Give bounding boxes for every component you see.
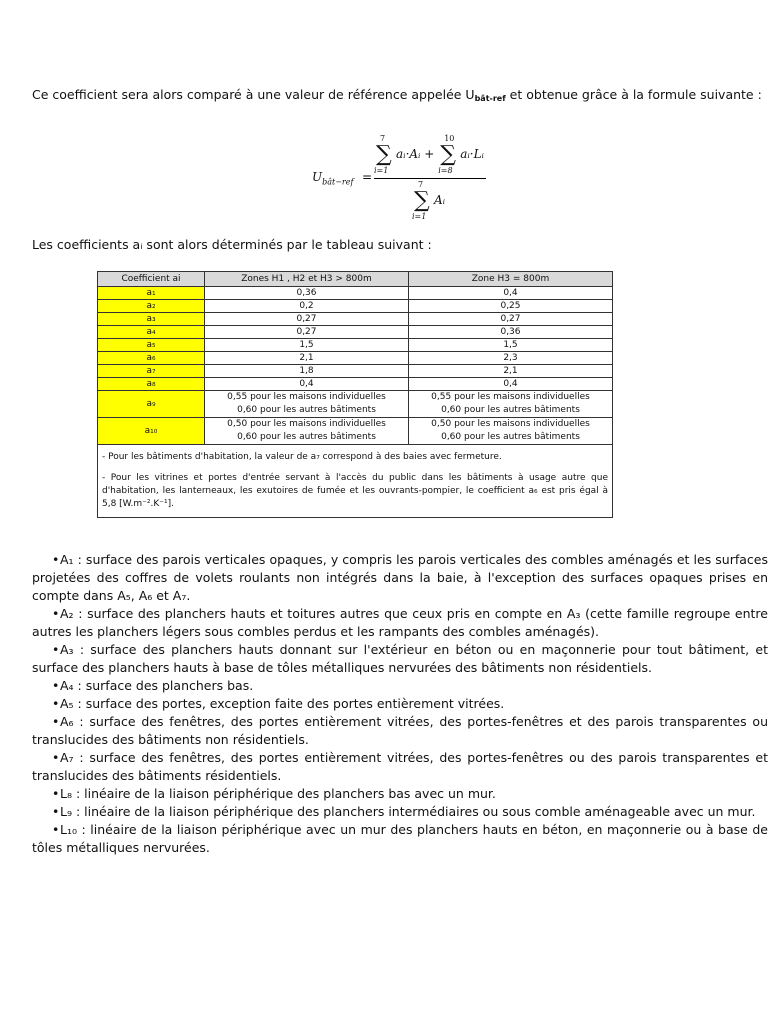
- coef-value-zone2: 2,1: [408, 365, 612, 378]
- bullet-icon: •: [52, 552, 60, 567]
- coef-label: a₄: [98, 326, 205, 339]
- ubat-ref-formula: [312, 134, 502, 220]
- bullet-icon: •: [52, 822, 60, 837]
- list-item: •A₇ : surface des fenêtres, des portes entièrement vitrées, des portes-fenêtres ou des parois transparentes et translucides des bâtiments résidentiels.: [32, 750, 768, 783]
- coef-label: a₇: [98, 365, 205, 378]
- coef-label: a₆: [98, 352, 205, 365]
- list-item: •L₉ : linéaire de la liaison périphérique des planchers intermédiaires ou sous comble aménageable avec un mur.: [32, 803, 768, 821]
- coef-value-zone2: 2,3: [408, 352, 612, 365]
- intro-text: Ce coefficient sera alors comparé à une valeur de référence appelée U: [32, 87, 475, 102]
- header-coefficient: Coefficient ai: [98, 272, 205, 287]
- formula-lhs-sub: bât−ref: [322, 177, 354, 187]
- coefficient-table: [97, 271, 613, 518]
- coef-value-zone1: 1,5: [205, 339, 409, 352]
- formula-term-2: aᵢ·Lᵢ: [460, 147, 484, 161]
- table-row: [98, 287, 613, 300]
- list-item: •A₂ : surface des planchers hauts et toitures autres que ceux pris en compte en A₃ (cette famille regroupe entre autres les planchers légers sous combles perdus et les rampants des combles aménagés).: [32, 606, 768, 639]
- coef-value-zone1: 0,27: [205, 313, 409, 326]
- coef-intro-paragraph: Les coefficients aᵢ sont alors déterminés par le tableau suivant :: [32, 237, 432, 252]
- bullet-icon: •: [52, 786, 60, 801]
- bullet-icon: •: [52, 642, 60, 657]
- table-row: [98, 378, 613, 391]
- coef-label: a₈: [98, 378, 205, 391]
- coef-label: a₂: [98, 300, 205, 313]
- table-row: [98, 339, 613, 352]
- coef-value-zone2: 0,55 pour les maisons individuelles 0,60 pour les autres bâtiments: [408, 391, 612, 418]
- bullet-icon: •: [52, 750, 60, 765]
- coef-label: a₉: [98, 391, 205, 418]
- coef-value-zone1: 2,1: [205, 352, 409, 365]
- formula-equals: =: [362, 170, 373, 184]
- table-note-2: - Pour les vitrines et portes d'entrée servant à l'accès du public dans les bâtiments à usage autre que d'habitation, les lanterneaux, les exutoires de fumée et les ouvrants-pompier, le coefficient a₆ est pris égal à 5,8 [W.m⁻².K⁻¹].: [102, 473, 608, 509]
- sum-symbol-3: 7 ∑ i=1: [412, 180, 430, 221]
- coef-value-zone2: 1,5: [408, 339, 612, 352]
- coef-value-zone1: 0,55 pour les maisons individuelles 0,60 pour les autres bâtiments: [205, 391, 409, 418]
- formula-lhs: $U_{bât-ref}$: [312, 170, 354, 187]
- fraction-bar: [374, 178, 486, 179]
- list-item: •A₆ : surface des fenêtres, des portes entièrement vitrées, des portes-fenêtres et des parois transparentes ou translucides des bâtiments non résidentiels.: [32, 714, 768, 747]
- coef-value-zone1: 1,8: [205, 365, 409, 378]
- header-zone-h3: Zone H3 = 800m: [408, 272, 612, 287]
- formula-numerator: [374, 134, 484, 175]
- table-row: [98, 352, 613, 365]
- formula-term-1: aᵢ·Aᵢ: [396, 147, 421, 161]
- coef-label: a₃: [98, 313, 205, 326]
- coef-value-zone2: 0,4: [408, 378, 612, 391]
- coef-value-zone1: 0,27: [205, 326, 409, 339]
- bullet-icon: •: [52, 804, 60, 819]
- formula-denominator: [412, 180, 446, 221]
- table-notes-row: [98, 445, 613, 518]
- table-row: [98, 300, 613, 313]
- table-row: [98, 313, 613, 326]
- coef-value-zone2: 0,25: [408, 300, 612, 313]
- table-row: [98, 391, 613, 418]
- formula-plus: +: [424, 147, 435, 161]
- definitions-list: [32, 551, 768, 857]
- coef-value-zone1: 0,4: [205, 378, 409, 391]
- bullet-icon: •: [52, 606, 60, 621]
- bullet-icon: •: [52, 696, 60, 711]
- coef-label: a₅: [98, 339, 205, 352]
- bullet-icon: •: [52, 714, 60, 729]
- coef-value-zone1: 0,50 pour les maisons individuelles 0,60 pour les autres bâtiments: [205, 418, 409, 445]
- list-item: •A₅ : surface des portes, exception faite des portes entièrement vitrées.: [32, 695, 768, 713]
- coef-value-zone1: 0,2: [205, 300, 409, 313]
- coef-label: a₁: [98, 287, 205, 300]
- table-row: [98, 365, 613, 378]
- list-item: •A₄ : surface des planchers bas.: [32, 677, 768, 695]
- list-item: •L₈ : linéaire de la liaison périphérique des planchers bas avec un mur.: [32, 785, 768, 803]
- sum-symbol-2: 10 ∑ i=8: [438, 134, 456, 175]
- header-zones-h1-h2-h3: Zones H1 , H2 et H3 > 800m: [205, 272, 409, 287]
- list-item: •A₁ : surface des parois verticales opaques, y compris les parois verticales des combles aménagés et les surfaces projetées des coffres de volets roulants non intégrés dans la baie, à l'exception des surfaces opaques prises en compte dans A₅, A₆ et A₇.: [32, 552, 768, 603]
- list-item: •A₃ : surface des planchers hauts donnant sur l'extérieur en béton ou en maçonnerie pour tout bâtiment, et surface des planchers hauts à base de tôles métalliques nervurées des bâtiments non résidentiels.: [32, 642, 768, 675]
- intro-paragraph: [32, 86, 768, 108]
- table-row: [98, 326, 613, 339]
- bullet-icon: •: [52, 678, 60, 693]
- table-header-row: [98, 272, 613, 287]
- coef-value-zone2: 0,27: [408, 313, 612, 326]
- intro-text-end: et obtenue grâce à la formule suivante :: [505, 87, 762, 102]
- list-item: •L₁₀ : linéaire de la liaison périphérique avec un mur des planchers hauts en béton, en maçonnerie ou à base de tôles métalliques nervurées.: [32, 822, 768, 855]
- coef-value-zone2: 0,50 pour les maisons individuelles 0,60 pour les autres bâtiments: [408, 418, 612, 445]
- coef-value-zone1: 0,36: [205, 287, 409, 300]
- coef-label: a₁₀: [98, 418, 205, 445]
- intro-subscript: bât-ref: [474, 94, 506, 103]
- coef-value-zone2: 0,4: [408, 287, 612, 300]
- table-note-1: - Pour les bâtiments d'habitation, la valeur de a₇ correspond à des baies avec fermeture.: [102, 452, 502, 462]
- table-row: [98, 418, 613, 445]
- table-notes: [98, 445, 613, 518]
- formula-term-3: Aᵢ: [434, 193, 446, 207]
- sum-symbol-1: 7 ∑ i=1: [374, 134, 392, 175]
- coef-value-zone2: 0,36: [408, 326, 612, 339]
